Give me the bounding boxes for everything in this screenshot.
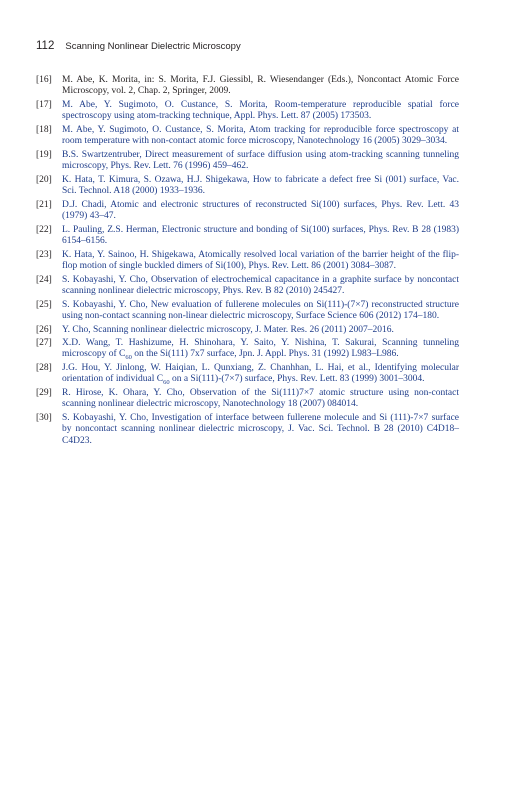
subscript: 60: [163, 379, 170, 387]
reference-entry: [36, 413, 459, 446]
reference-text[interactable]: [62, 363, 459, 385]
reference-number: [25]: [36, 299, 52, 310]
reference-number: [24]: [36, 274, 52, 285]
reference-text[interactable]: [62, 338, 459, 360]
reference-text-part: J.G. Hou, Y. Jinlong, W. Haiqian, L. Qunxiang, Z. Chanhhan, L. Hai, et al., Identifying molecular orientation of individual C: [62, 363, 459, 385]
reference-number: [21]: [36, 199, 52, 210]
reference-text[interactable]: M. Abe, Y. Sugimoto, O. Custance, S. Morita, Room-temperature reproducible spatial force spectroscopy using atom-tracking technique, Appl. Phys. Lett. 87 (2005) 173503.: [62, 99, 459, 122]
reference-number: [30]: [36, 413, 52, 424]
reference-number: [20]: [36, 174, 52, 185]
reference-entry: [36, 299, 459, 322]
reference-entry: [36, 249, 459, 272]
reference-number: [29]: [36, 388, 52, 399]
reference-entry: [36, 224, 459, 247]
reference-number: [22]: [36, 224, 52, 235]
reference-text[interactable]: L. Pauling, Z.S. Herman, Electronic structure and bonding of Si(100) surfaces, Phys. Rev. B 28 (1983) 6154–6156.: [62, 224, 459, 246]
reference-entry: [36, 388, 459, 410]
reference-number: [23]: [36, 249, 52, 260]
reference-text[interactable]: S. Kobayashi, Y. Cho, New evaluation of fullerene molecules on Si(111)-(7×7) reconstructed structure using non-contact scanning non-linear dielectric microscopy, Surface Science 606 (2012) 174–180.: [62, 299, 459, 321]
reference-entry: [36, 338, 459, 362]
page-number: 112: [36, 40, 55, 52]
running-title: Scanning Nonlinear Dielectric Microscopy: [65, 41, 241, 52]
reference-text[interactable]: K. Hata, T. Kimura, S. Ozawa, H.J. Shigekawa, How to fabricate a defect free Si (001) surface, Vac. Sci. Technol. A18 (2000) 1933–1936.: [62, 174, 459, 196]
reference-number: [27]: [36, 338, 52, 349]
reference-text[interactable]: S. Kobayashi, Y. Cho, Investigation of interface between fullerene molecule and Si (111)-7×7 surface by noncontact scanning nonlinear dielectric microscopy, J. Vac. Sci. Technol. B 28 (2010) C4D18–C4D23.: [62, 413, 459, 446]
reference-text[interactable]: S. Kobayashi, Y. Cho, Observation of electrochemical capacitance in a graphite surface by noncontact scanning nonlinear dielectric microscopy, Phys. Rev. B 82 (2010) 245427.: [62, 274, 459, 296]
reference-number: [18]: [36, 124, 52, 135]
reference-entry: [36, 99, 459, 122]
running-head: [36, 40, 241, 52]
reference-number: [28]: [36, 363, 52, 374]
reference-entry: [36, 75, 459, 97]
reference-number: [17]: [36, 99, 52, 110]
reference-text-part: X.D. Wang, T. Hashizume, H. Shinohara, Y. Saito, Y. Nishina, T. Sakurai, Scanning tunneling microscopy of C: [62, 338, 459, 360]
reference-entry: [36, 149, 459, 172]
reference-text: M. Abe, K. Morita, in: S. Morita, F.J. Giessibl, R. Wiesendanger (Eds.), Noncontact Atomic Force Microscopy, vol. 2, Chap. 2, Springer, 2009.: [62, 75, 459, 97]
reference-number: [19]: [36, 149, 52, 160]
reference-number: [26]: [36, 324, 52, 335]
reference-entry: [36, 174, 459, 197]
reference-text[interactable]: B.S. Swartzentruber, Direct measurement of surface diffusion using atom-tracking scanning tunneling microscopy, Phys. Rev. Lett. 76 (1996) 459–462.: [62, 149, 459, 172]
reference-entry: [36, 199, 459, 222]
reference-text-part: on a Si(111)-(7×7) surface, Phys. Rev. Lett. 83 (1999) 3001–3004.: [169, 374, 425, 385]
reference-list: [36, 75, 459, 449]
reference-text[interactable]: Y. Cho, Scanning nonlinear dielectric microscopy, J. Mater. Res. 26 (2011) 2007–2016.: [62, 324, 394, 335]
reference-text[interactable]: K. Hata, Y. Sainoo, H. Shigekawa, Atomically resolved local variation of the barrier height of the flip-flop motion of single buckled dimers of Si(100), Phys. Rev. Lett. 86 (2001) 3084–3087.: [62, 249, 459, 271]
reference-text-part: on the Si(111) 7x7 surface, Jpn. J. Appl. Phys. 31 (1992) L983–L986.: [131, 349, 399, 360]
reference-entry: [36, 324, 459, 336]
reference-number: [16]: [36, 75, 52, 85]
subscript: 60: [125, 354, 132, 362]
reference-text[interactable]: D.J. Chadi, Atomic and electronic structures of reconstructed Si(100) surfaces, Phys. Rev. Lett. 43 (1979) 43–47.: [62, 199, 459, 221]
reference-text[interactable]: M. Abe, Y. Sugimoto, O. Custance, S. Morita, Atom tracking for reproducible force spectroscopy at room temperature with non-contact atomic force microscopy, Nanotechnology 16 (2005) 3029–3034.: [62, 124, 459, 147]
reference-entry: [36, 124, 459, 147]
reference-entry: [36, 363, 459, 387]
reference-text[interactable]: R. Hirose, K. Ohara, Y. Cho, Observation of the Si(111)7×7 atomic structure using non-contact scanning nonlinear dielectric microscopy, Nanotechnology 18 (2007) 084014.: [62, 388, 459, 410]
reference-entry: [36, 274, 459, 297]
